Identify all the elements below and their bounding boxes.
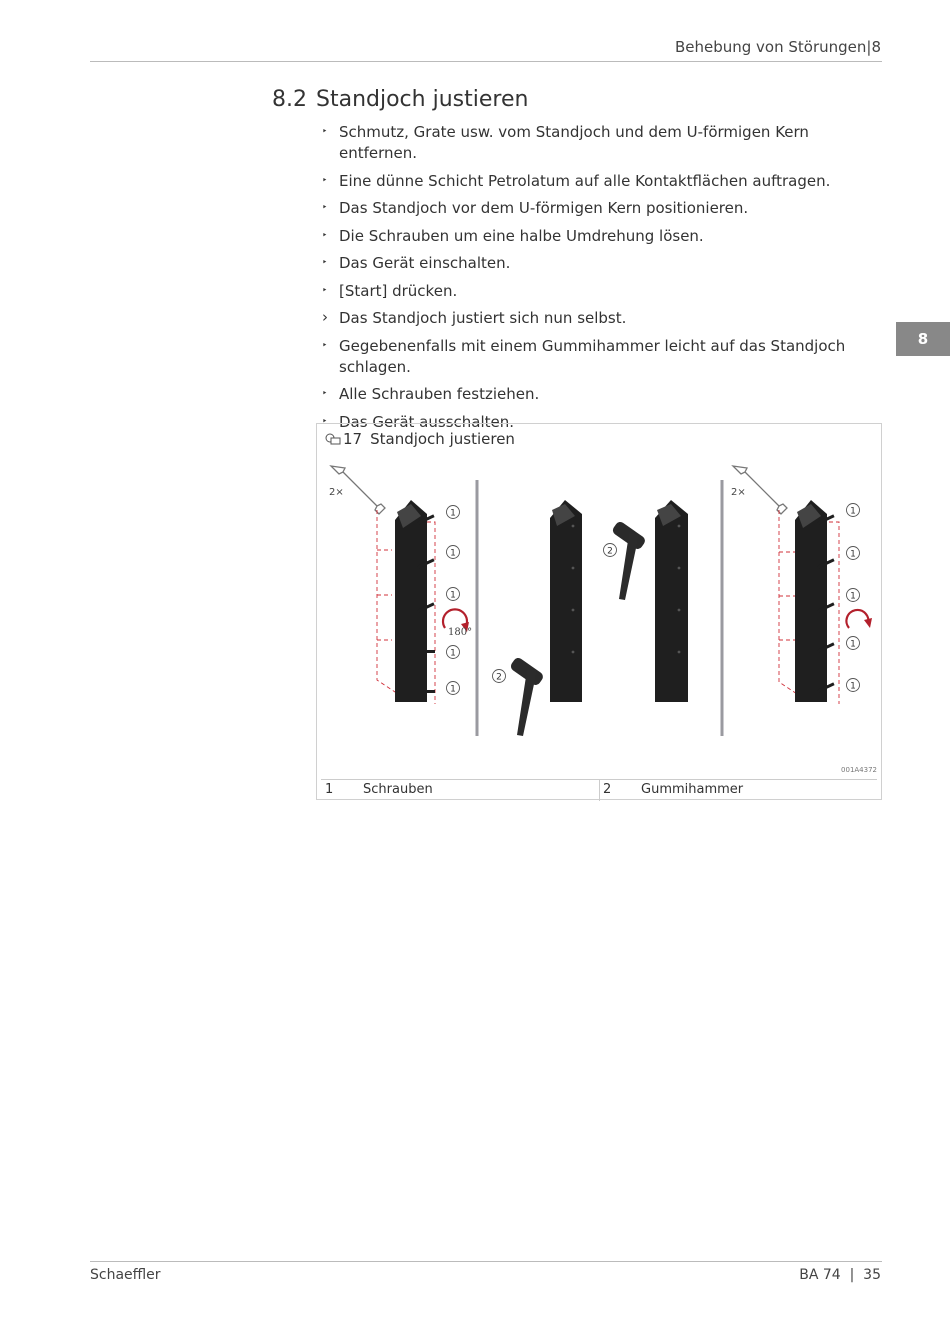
list-item [322,226,882,247]
svg-text:1: 1 [450,508,456,519]
bullet-icon: ‣ [322,389,328,399]
list-item [322,171,882,192]
step-text: Das Gerät ausschalten. [339,412,515,431]
figure-title: Standjoch justieren [370,430,515,448]
yoke-part [655,500,688,702]
bullet-icon: ‣ [322,340,328,351]
section-title: Standjoch justieren [316,87,529,112]
list-item [322,308,882,329]
panel-tap [493,500,689,736]
screw-callouts [847,504,860,692]
list-item [322,253,882,274]
list-item [322,336,882,378]
list-item [322,198,882,219]
step-text: Das Standjoch vor dem U-förmigen Kern positionieren. [339,199,749,217]
svg-text:1: 1 [850,506,856,517]
running-header: Behebung von Störungen|8 [674,38,881,56]
list-item [322,384,882,405]
bullet-icon: ‣ [322,230,328,241]
section-number: 8.2 [272,87,307,112]
hammer-icon [509,656,545,736]
section-heading [272,87,528,112]
panel-tighten [731,466,872,704]
step-text: [Start] drücken. [339,281,458,300]
screw-callouts [447,506,460,695]
figure-caption [325,430,515,448]
rotate-arrow-icon [846,610,868,628]
svg-text:1: 1 [450,590,456,601]
bullet-icon: ‣ [322,203,328,213]
bullet-icon: ‣ [322,258,328,268]
bullet-icon: ‣ [322,285,328,296]
legend-number: 2 [603,782,612,797]
rotation-label: 180° [448,627,473,638]
footer-page-number: BA 74 | 35 [799,1267,881,1283]
instruction-list [322,122,882,439]
step-text: Eine dünne Schicht Petrolatum auf alle Kontaktflächen auftragen. [339,171,831,190]
legend-label: Schrauben [363,782,433,797]
image-code: 001A4372 [841,766,877,774]
panel-loosen [329,466,472,704]
yoke-part [395,500,427,702]
step-text: Alle Schrauben festziehen. [339,385,540,403]
svg-text:2: 2 [607,546,613,557]
bullet-icon: ‣ [322,175,328,186]
svg-text:2: 2 [496,672,502,683]
legend-label: Gummihammer [641,782,744,797]
result-arrow-icon: › [322,308,328,326]
svg-text:1: 1 [850,639,856,650]
svg-text:1: 1 [450,648,456,659]
figure-box [316,423,882,800]
figure-number: 17 [343,430,363,448]
footer-rule [90,1261,882,1262]
step-result-text: Das Standjoch justiert sich nun selbst. [339,309,627,327]
legend-number: 1 [325,782,334,797]
list-item [322,122,882,164]
step-text: Schmutz, Grate usw. vom Standjoch und dem U-förmigen Kern entfernen. [339,123,809,162]
quantity-label: 2× [329,487,344,498]
svg-text:1: 1 [450,684,456,695]
yoke-part [550,500,582,702]
figure-illustration [317,460,881,780]
bullet-icon: ‣ [322,416,328,427]
hammer-icon [611,520,647,600]
header-rule [90,61,882,62]
svg-text:1: 1 [850,591,856,602]
figure-legend [321,779,877,801]
step-text: Die Schrauben um eine halbe Umdrehung lösen. [339,226,704,245]
yoke-part [795,500,827,702]
chapter-tab: 8 [896,322,950,356]
list-item [322,281,882,302]
legend-divider [599,780,600,801]
svg-text:1: 1 [850,681,856,692]
figure-icon [325,433,341,445]
step-text: Gegebenenfalls mit einem Gummihammer leicht auf das Standjoch schlagen. [339,336,846,376]
svg-text:1: 1 [850,549,856,560]
quantity-label: 2× [731,487,746,498]
bullet-icon: ‣ [322,127,328,137]
footer-company: Schaeffler [90,1267,161,1283]
step-text: Das Gerät einschalten. [339,254,511,272]
svg-text:1: 1 [450,548,456,559]
